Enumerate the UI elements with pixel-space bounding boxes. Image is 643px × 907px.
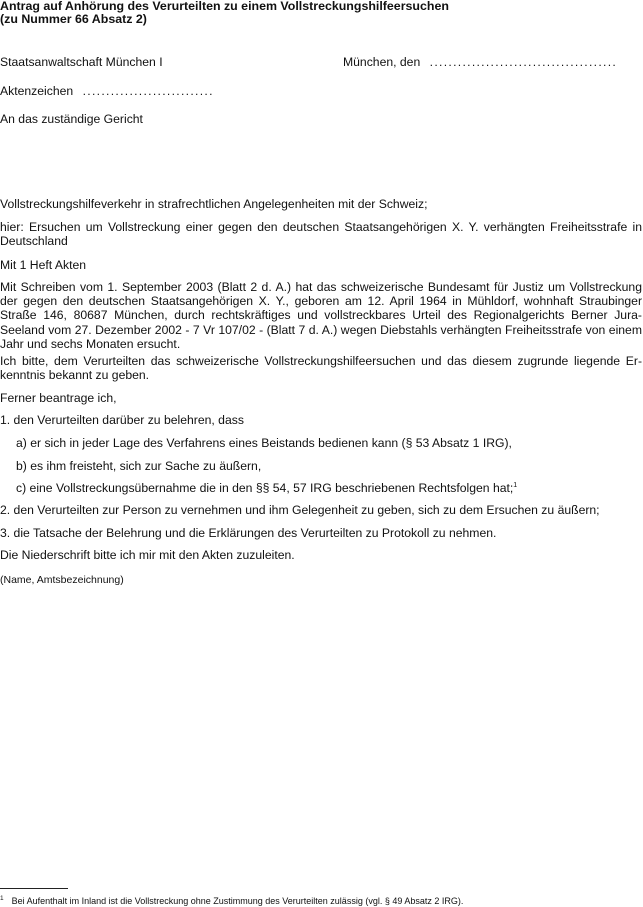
file-reference-field bbox=[0, 84, 214, 98]
file-reference-label: Aktenzeichen bbox=[0, 84, 74, 98]
list-item-3: 3. die Tatsache der Belehrung und die Erklärungen des Verurteilten zu Protokoll zu nehmen. bbox=[0, 526, 497, 540]
list-item-1c-text: c) eine Vollstreckungsübernahme die in den §§ 54, 57 IRG beschriebenen Rechtsfolgen hat; bbox=[16, 481, 514, 495]
subject-line: Vollstreckungshilfeverkehr in strafrechtlichen Angelegenheiten mit der Schweiz; bbox=[0, 197, 428, 211]
recipient: An das zuständige Gericht bbox=[0, 112, 143, 126]
footnote-number: 1 bbox=[0, 895, 4, 902]
authority-name: Staatsanwaltschaft München I bbox=[0, 55, 163, 69]
paragraph-request-details: Mit Schreiben vom 1. September 2003 (Blatt 2 d. A.) hat das schweizerische Bundesamt für Justiz um Vollstreckung der gegen den deutschen Staatsangehörigen X. Y., geboren am 12. April 1964 in Mühldorf, wohnhaft Straubinger Straße 146, 80687 München, durch rechtskräftiges und vollstreckbares Urteil des Regionalgerichts Berner Jura-Seeland vom 27. Dezember 2002 - 7 Vr 107/02 - (Blatt 7 d. A.) wegen Diebstahls verhängten Freiheitsstrafe von einem Jahr und sechs Monaten ersucht. bbox=[0, 280, 642, 351]
document-subtitle: (zu Nummer 66 Absatz 2) bbox=[0, 12, 147, 26]
enclosure-line: Mit 1 Heft Akten bbox=[0, 258, 87, 272]
place-date-dots: ........................................ bbox=[429, 55, 618, 69]
place-date-field bbox=[343, 55, 617, 69]
list-item-1: 1. den Verurteilten darüber zu belehren, dass bbox=[0, 413, 244, 427]
footnote-reference: 1 bbox=[513, 482, 518, 489]
regarding-line: hier: Ersuchen um Vollstreckung einer gegen den deutschen Staatsangehörigen X. Y. verhängten Freiheitsstrafe in Deutschland bbox=[0, 220, 642, 249]
document-title: Antrag auf Anhörung des Verurteilten zu einem Vollstreckungshilfeersuchen bbox=[0, 0, 449, 13]
list-item-1a: a) er sich in jeder Lage des Verfahrens eines Beistands bedienen kann (§ 53 Absatz 1 IRG), bbox=[16, 436, 512, 450]
request-intro: Ferner beantrage ich, bbox=[0, 391, 117, 405]
file-reference-dots: ............................ bbox=[82, 84, 214, 98]
footnote bbox=[0, 895, 463, 906]
paragraph-notification: Ich bitte, dem Verurteilten das schweizerische Vollstreckungshilfeersuchen und das diesem zugrunde liegende Erkenntnis bekannt zu geben. bbox=[0, 354, 642, 383]
closing-line: Die Niederschrift bitte ich mir mit den Akten zuzuleiten. bbox=[0, 548, 295, 562]
place-date-label: München, den bbox=[343, 55, 421, 69]
list-item-1c bbox=[16, 481, 517, 495]
list-item-1b: b) es ihm freisteht, sich zur Sache zu äußern, bbox=[16, 459, 262, 473]
list-item-2: 2. den Verurteilten zur Person zu vernehmen und ihm Gelegenheit zu geben, sich zu dem Ersuchen zu äußern; bbox=[0, 503, 600, 517]
signature-label: (Name, Amtsbezeichnung) bbox=[0, 574, 124, 586]
footnote-text: Bei Aufenthalt im Inland ist die Vollstreckung ohne Zustimmung des Verurteilten zulässig (vgl. § 49 Absatz 2 IRG). bbox=[11, 896, 464, 906]
footnote-divider bbox=[0, 888, 68, 889]
